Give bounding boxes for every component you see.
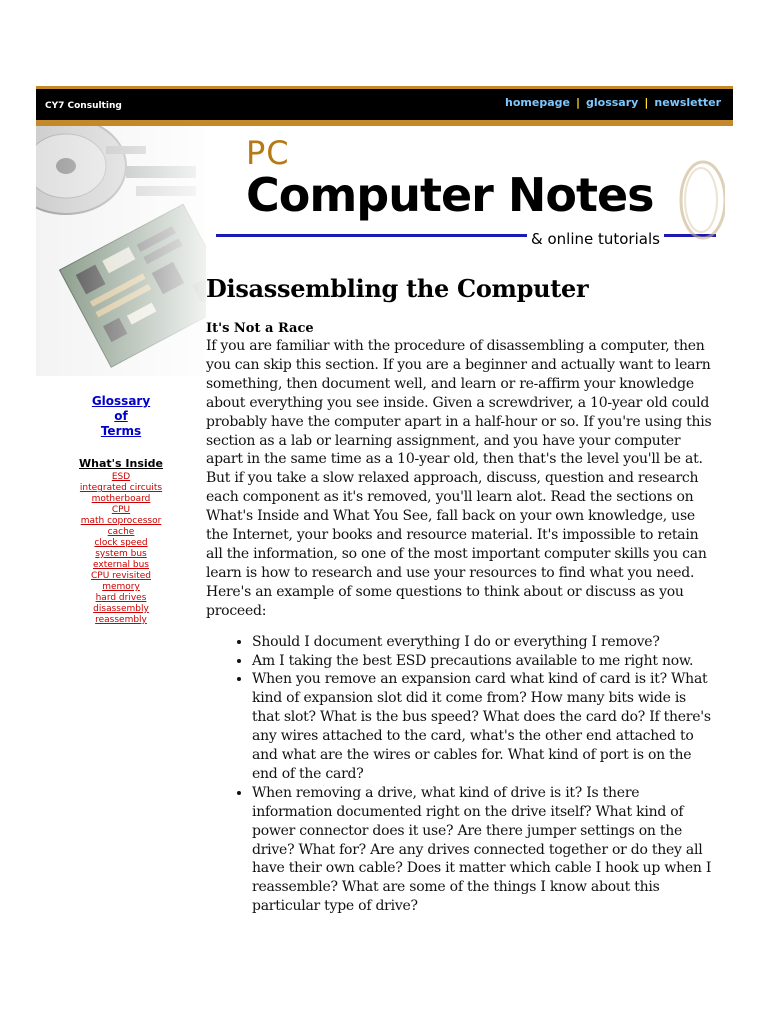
toc-link-clock-speed[interactable]: clock speed (94, 538, 148, 548)
nav-homepage-link[interactable]: homepage (505, 96, 570, 109)
list-item: • Should I document everything I do or everything I remove? (252, 633, 712, 652)
banner-pc-label: PC (246, 134, 290, 172)
coffee-ring-decoration (665, 150, 725, 250)
toc-link-memory[interactable]: memory (102, 582, 140, 592)
article-title: Disassembling the Computer (206, 274, 589, 303)
nav-newsletter-link[interactable]: newsletter (654, 96, 721, 109)
article (206, 274, 712, 916)
toc-link-motherboard[interactable]: motherboard (91, 494, 151, 504)
banner-title: Computer Notes (246, 168, 654, 222)
glossary-link-line: Terms (100, 424, 142, 438)
question-list (206, 633, 712, 917)
toc-link-math-coprocessor[interactable]: math coprocessor (80, 516, 162, 526)
article-paragraph: If you are familiar with the procedure of disassembling a computer, then you can skip this section. If you are a beginner and actually want to learn something, then document well, and learn or re-affirm your knowledge about everything you see inside. Given a screwdriver, a 10-year old could probably have the computer apart in a half-hour or so. If you're using this section as a lab or learning assignment, and you have your computer apart in the same time as a 10-year old, then that's the level you'll be at. But if you take a slow relaxed approach, discuss, question and research each component as it's removed, you'll learn alot. Read the sections on What's Inside and What You See, fall back on your own knowledge, use the Internet, your books and resource material. It's impossible to retain all the information, so one of the most important computer skills you can learn is how to research and use your resources to find what you need. Here's an example of some questions to think about or discuss as you proceed: (206, 338, 712, 619)
list-item: • Am I taking the best ESD precautions available to me right now. (252, 652, 712, 671)
glossary-link-line: of (114, 409, 128, 423)
banner-subtitle: & online tutorials (527, 230, 664, 248)
toc-link-esd[interactable]: ESD (111, 472, 131, 482)
toc-link-system-bus[interactable]: system bus (95, 549, 147, 559)
toc-link-reassembly[interactable]: reassembly (95, 615, 147, 625)
hardware-artwork-image (36, 126, 206, 376)
toc-link-integrated-circuits[interactable]: integrated circuits (79, 483, 163, 493)
list-item: • When you remove an expansion card what kind of card is it? What kind of expansion slot did it come from? How many bits wide is that slot? What is the bus speed? What does the card do? If there's any wires attached to the card, what's the other end attached to and what are the wires or cables for. What kind of port is on the end of the card? (252, 670, 712, 783)
brand-name: CY7 Consulting (45, 101, 122, 111)
toc-link-cpu-revisited[interactable]: CPU revisited (91, 571, 151, 581)
top-nav (505, 96, 721, 109)
toc-link-cache[interactable]: cache (107, 527, 135, 537)
nav-glossary-link[interactable]: glossary (586, 96, 639, 109)
nav-separator: | (575, 96, 580, 109)
toc-link-cpu[interactable]: CPU (111, 505, 131, 515)
list-item: • When removing a drive, what kind of drive is it? Is there information documented right on the drive itself? What kind of power connector does it use? Are there jumper settings on the drive? What for? Are any drives connected together or do they all have their own cable? Does it matter which cable I hook up when I reassemble? What are some of the things I know about this particular type of drive? (252, 784, 712, 916)
nav-separator: | (644, 96, 649, 109)
toc-link-hard-drives[interactable]: hard drives (95, 593, 147, 603)
article-subtitle: It's Not a Race (206, 321, 314, 336)
whats-inside-links (62, 472, 180, 626)
sidebar (62, 394, 180, 626)
glossary-link-line: Glossary (91, 394, 151, 408)
whats-inside-heading: What's Inside (79, 457, 163, 470)
toc-link-disassembly[interactable]: disassembly (93, 604, 149, 614)
glossary-link[interactable] (62, 394, 180, 439)
toc-link-external-bus[interactable]: external bus (93, 560, 149, 570)
